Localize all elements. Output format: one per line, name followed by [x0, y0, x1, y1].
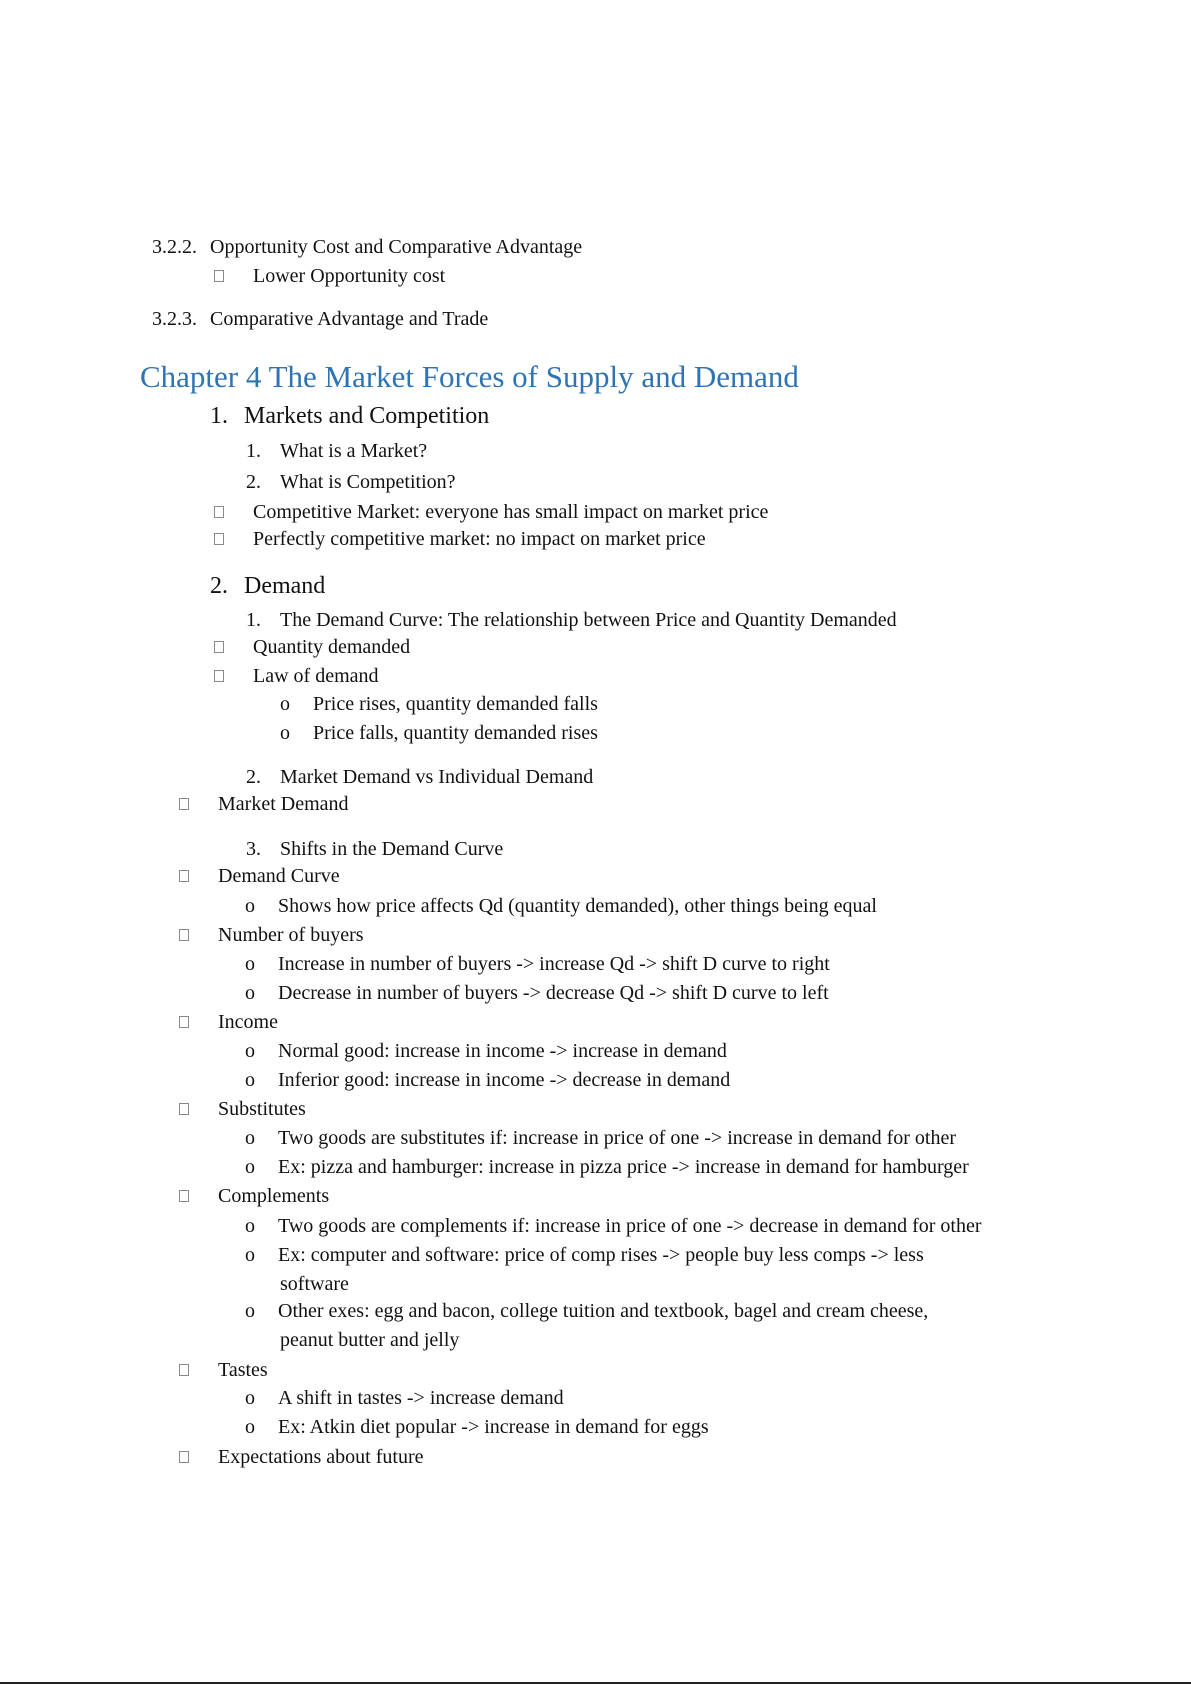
section-3-2-3 — [152, 307, 488, 331]
bullet-text: Tastes — [218, 1359, 268, 1381]
subsection-number: 2. — [246, 766, 261, 788]
subsection-number: 3. — [246, 838, 261, 860]
checkbox-bullet-icon — [214, 641, 224, 653]
sub-bullet-text: Ex: pizza and hamburger: increase in pizza price -> increase in demand for hamburger — [278, 1156, 969, 1178]
subsection-market-demand — [246, 765, 593, 789]
checkbox-bullet-icon — [179, 1016, 189, 1028]
subsection-text: The Demand Curve: The relationship between Price and Quantity Demanded — [280, 609, 897, 631]
circle-bullet-icon: o — [245, 1416, 255, 1438]
sub-bullet-text: Inferior good: increase in income -> decrease in demand — [278, 1069, 731, 1091]
subsection-text: What is a Market? — [280, 440, 428, 462]
sub-bullet-text: Decrease in number of buyers -> decrease Qd -> shift D curve to left — [278, 982, 829, 1004]
bullet-text: Law of demand — [253, 665, 379, 687]
circle-bullet-icon: o — [245, 1215, 255, 1237]
heading-markets-and-competition — [210, 402, 489, 430]
circle-bullet-icon: o — [280, 722, 290, 744]
checkbox-bullet-icon — [214, 270, 224, 282]
bullet-text: Substitutes — [218, 1098, 306, 1120]
checkbox-bullet-icon — [214, 533, 224, 545]
bullet-text: Competitive Market: everyone has small impact on market price — [253, 501, 769, 523]
bullet-text: Market Demand — [218, 793, 349, 815]
bullet-text: Expectations about future — [218, 1446, 424, 1468]
bullet-text: Number of buyers — [218, 924, 364, 946]
circle-bullet-icon: o — [245, 1069, 255, 1091]
checkbox-bullet-icon — [179, 1451, 189, 1463]
bullet-text: Income — [218, 1011, 278, 1033]
subsection-what-is-competition — [246, 470, 456, 494]
subsection-number: 1. — [246, 440, 261, 462]
section-number: 3.2.2. — [152, 236, 197, 258]
sub-bullet-text: Increase in number of buyers -> increase Qd -> shift D curve to right — [278, 953, 830, 975]
section-title: Comparative Advantage and Trade — [210, 308, 489, 330]
subsection-number: 2. — [246, 471, 261, 493]
circle-bullet-icon: o — [245, 1127, 255, 1149]
sub-bullet-text: Price rises, quantity demanded falls — [313, 693, 598, 715]
bullet-text: Demand Curve — [218, 865, 340, 887]
sub-bullet-text-continued: software — [280, 1273, 349, 1295]
circle-bullet-icon: o — [245, 1040, 255, 1062]
section-title: Opportunity Cost and Comparative Advantage — [210, 236, 583, 258]
circle-bullet-icon: o — [280, 693, 290, 715]
checkbox-bullet-icon — [179, 1103, 189, 1115]
subsection-text: Shifts in the Demand Curve — [280, 838, 504, 860]
checkbox-bullet-icon — [179, 1364, 189, 1376]
section-number: 3.2.3. — [152, 308, 197, 330]
heading-text: Markets and Competition — [244, 403, 490, 429]
sub-bullet-text: Two goods are substitutes if: increase in price of one -> increase in demand for other — [278, 1127, 956, 1149]
section-3-2-2 — [152, 235, 582, 259]
subsection-number: 1. — [246, 609, 261, 631]
circle-bullet-icon: o — [245, 895, 255, 917]
checkbox-bullet-icon — [214, 670, 224, 682]
sub-bullet-text: Ex: Atkin diet popular -> increase in demand for eggs — [278, 1416, 709, 1438]
chapter-title: Chapter 4 The Market Forces of Supply and Demand — [140, 359, 799, 394]
circle-bullet-icon: o — [245, 953, 255, 975]
subsection-what-is-market — [246, 439, 427, 463]
sub-bullet-text: Two goods are complements if: increase in price of one -> decrease in demand for other — [278, 1215, 982, 1237]
circle-bullet-icon: o — [245, 982, 255, 1004]
circle-bullet-icon: o — [245, 1244, 255, 1266]
sub-bullet-text: A shift in tastes -> increase demand — [278, 1387, 564, 1409]
sub-bullet-text: Shows how price affects Qd (quantity demanded), other things being equal — [278, 895, 877, 917]
sub-bullet-text: Other exes: egg and bacon, college tuition and textbook, bagel and cream cheese, — [278, 1300, 929, 1322]
checkbox-bullet-icon — [214, 506, 224, 518]
circle-bullet-icon: o — [245, 1387, 255, 1409]
bullet-text: Lower Opportunity cost — [253, 265, 446, 287]
checkbox-bullet-icon — [179, 870, 189, 882]
circle-bullet-icon: o — [245, 1156, 255, 1178]
heading-demand — [210, 572, 325, 600]
sub-bullet-text: Ex: computer and software: price of comp rises -> people buy less comps -> less — [278, 1244, 924, 1266]
page-bottom-rule — [0, 1682, 1191, 1684]
checkbox-bullet-icon — [179, 929, 189, 941]
checkbox-bullet-icon — [179, 1190, 189, 1202]
heading-number: 2. — [210, 573, 228, 599]
subsection-demand-curve — [246, 608, 897, 632]
sub-bullet-text-continued: peanut butter and jelly — [280, 1329, 460, 1351]
bullet-text: Complements — [218, 1185, 330, 1207]
subsection-shifts — [246, 837, 503, 861]
sub-bullet-text: Price falls, quantity demanded rises — [313, 722, 598, 744]
checkbox-bullet-icon — [179, 798, 189, 810]
heading-number: 1. — [210, 403, 228, 429]
heading-text: Demand — [244, 573, 326, 599]
sub-bullet-text: Normal good: increase in income -> increase in demand — [278, 1040, 727, 1062]
circle-bullet-icon: o — [245, 1300, 255, 1322]
bullet-text: Quantity demanded — [253, 636, 411, 658]
subsection-text: Market Demand vs Individual Demand — [280, 766, 594, 788]
bullet-text: Perfectly competitive market: no impact on market price — [253, 528, 706, 550]
subsection-text: What is Competition? — [280, 471, 456, 493]
